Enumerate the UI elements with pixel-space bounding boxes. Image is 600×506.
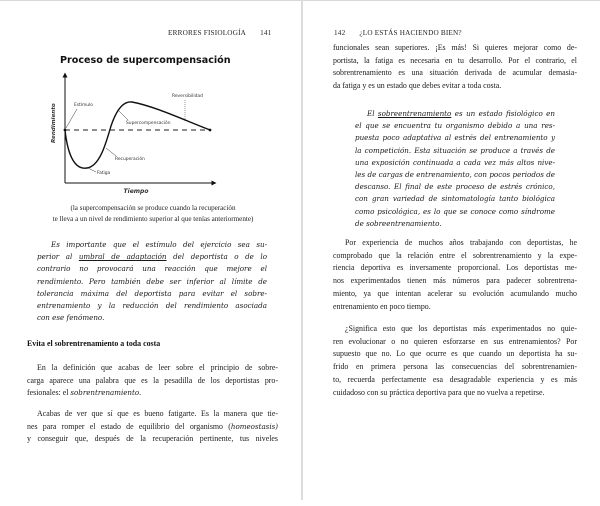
text-line: ¿Significa esto que los deportistas más experimentados no quie- (345, 324, 577, 333)
text-line: entrenamiento en poco tiempo. (333, 301, 431, 311)
supercompensation-chart (44, 68, 224, 198)
quote-block-right (355, 108, 555, 230)
term-homeostasis: homeostasis) (230, 421, 278, 431)
text: El (367, 109, 378, 118)
annotation-fatiga: Fatiga (97, 171, 111, 176)
caption-line: te lleva a un nivel de rendimiento superior al que tenías anteriormente) (52, 215, 254, 223)
y-axis-label: Rendimiento (51, 103, 57, 143)
paragraph-right-1 (333, 42, 577, 93)
text-line: ren evolucionar o no quieren esforzarse en sus entrenamientos? Por (333, 336, 577, 346)
text-line: miento, ya que intentan acelerar su evolución acumulando mucho (333, 288, 577, 298)
text-line: to, recuerda perfectamente esa desagradable experiencia y es más (333, 374, 577, 384)
text: del deportista o de lo (166, 252, 267, 262)
quote-line: puesta poco adaptativa al estrés del entrenamiento y (355, 133, 555, 143)
book-gutter (301, 0, 303, 500)
quote-line: rendimiento. Pero también debe ser inferior al límite de (37, 276, 267, 286)
term-sobreentrenamiento: sobreentrenamiento (377, 109, 452, 118)
quote-line: contrario no provocará una reacción que mejore el (37, 264, 267, 274)
annotation-reversibilidad: Reversibilidad (172, 94, 203, 99)
page-number: 141 (260, 29, 272, 37)
quote-line: descanso. El final de este proceso de estrés crónico, (355, 182, 555, 192)
right-page (304, 0, 600, 506)
text-line: funcionales sean superiores. ¡Es más! Si quieres mejorar como de- (333, 43, 577, 52)
quote-line: entrenamiento y la reducción del rendimiento asociada (37, 301, 267, 311)
text-line: Por experiencia de muchos años trabajando con deportistas, he (345, 238, 577, 247)
text-line: y conseguir que, después de la recuperación pertinente, tus niveles (27, 434, 278, 444)
caption-line: (la supercompensación se produce cuando la recuperación (70, 204, 236, 212)
quote-block-left (37, 239, 267, 324)
text: fesionales: el (27, 388, 71, 398)
text: nes para romper el estado de equilibrio del organismo ( (27, 421, 231, 431)
section-heading: Evita el sobrentrenamiento a toda costa (27, 339, 161, 348)
text-line: Acabas de ver que sí que es bueno fatigarte. Es la manera que tie- (37, 409, 278, 418)
text-line: sobrentrenamiento es una situación derivada de acumular demasia- (333, 68, 577, 78)
quote-line: tolerancia máxima del deportista para evitar el sobre- (37, 288, 267, 298)
text: es un estado fisiológico en (451, 109, 555, 118)
quote-line: el que se encuentra tu organismo debido a una res- (355, 121, 555, 131)
text: perior al (37, 252, 79, 262)
text-line (27, 421, 278, 434)
quote-line: les de cargas de entrenamiento, con pocos periodos de (355, 170, 555, 180)
text-line: portista, la fatiga es necesaria en tu desarrollo. Por el contrario, el (333, 55, 577, 65)
annotation-supercompensacion: Supercompensación (126, 121, 171, 126)
quote-line (37, 251, 267, 263)
x-axis-label: Tiempo (123, 188, 149, 195)
page-number: 142 (334, 29, 346, 37)
text-line: supuesto que no. Lo que ocurre es que cuando un deportista ha su- (333, 349, 577, 359)
figure-caption (18, 203, 288, 225)
annotation-recuperacion: Recuperación (115, 157, 145, 162)
running-head-right (334, 29, 462, 37)
paragraph-right-2 (333, 237, 577, 313)
text-line: carga aparece una palabra que es la pesadilla de los deportistas pro- (27, 375, 278, 385)
quote-line: Es importante que el estímulo del ejercicio sea su- (51, 240, 267, 249)
term-sobrentrenamiento: sobrentrenamiento (70, 388, 140, 398)
quote-line: de sobreentrenamiento. (355, 218, 442, 228)
text-line: riencia deportiva es inversamente proporcional. Los deportistas me- (333, 263, 577, 273)
paragraph-left-1 (27, 362, 278, 400)
text: . (139, 388, 142, 398)
quote-line: con gran variedad de sintomatología tanto biológica (355, 194, 555, 204)
running-head-left (168, 29, 271, 37)
quote-line: la competición. Esta situación se produce a través de (355, 145, 555, 155)
text-line: comprobado que la relación entre el sobrentrenamiento y la expe- (333, 250, 577, 260)
text-line: frido en primera persona las consecuencias del sobrentrenamien- (333, 362, 577, 372)
chart-title: Proceso de supercompensación (60, 55, 231, 66)
running-head-title: ¿LO ESTÁS HACIENDO BIEN? (359, 29, 462, 37)
text-line: En la definición que acabas de leer sobre el principio de sobre- (37, 363, 278, 372)
annotation-estimulo: Estímulo (74, 103, 93, 108)
quote-line (355, 108, 555, 120)
term-umbral-de-adaptacion: umbral de adaptación (78, 252, 167, 262)
text-line (27, 387, 278, 400)
text-line: cuidadoso con su práctica deportiva para que no vuelva a repetirse. (333, 387, 545, 397)
running-head-title: ERRORES FISIOLOGÍA (168, 29, 247, 37)
quote-line: una exposición continuada a cada vez más altos nive- (355, 157, 555, 167)
quote-line: con ese fenómeno. (37, 313, 105, 323)
paragraph-right-3 (333, 323, 577, 399)
paragraph-left-2 (27, 408, 278, 446)
text-line: nos experimentados tienen más números para padecer sobrentrena- (333, 276, 577, 286)
text-line: da fatiga y es un estado que debes evitar a toda costa. (333, 81, 502, 91)
quote-line: como psicológica, es lo que se conoce como síndrome (355, 206, 555, 216)
